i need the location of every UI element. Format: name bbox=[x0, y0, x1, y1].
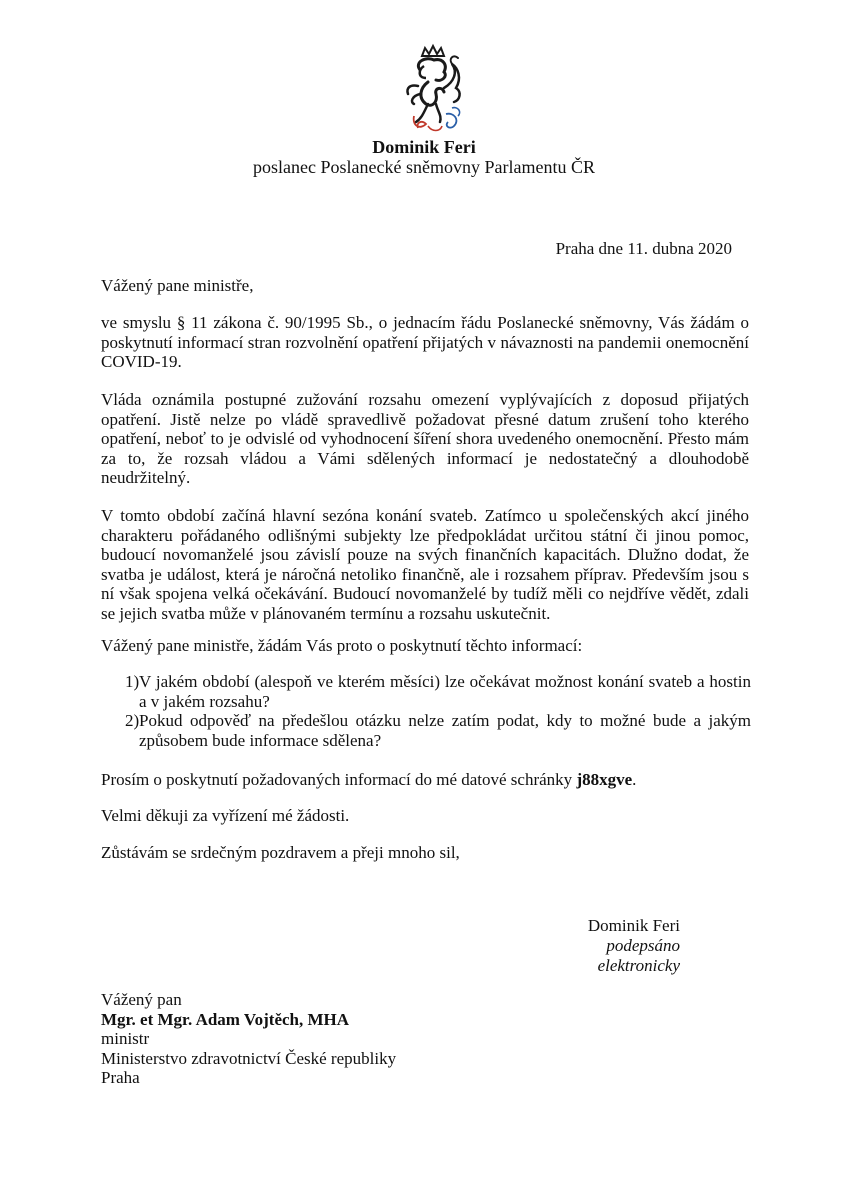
sender-role: poslanec Poslanecké sněmovny Parlamentu ČR bbox=[253, 157, 595, 177]
data-box-prefix: Prosím o poskytnutí požadovaných informací do mé datové schránky bbox=[101, 770, 577, 789]
question-item bbox=[101, 711, 751, 750]
addressee-ministry: Ministerstvo zdravotnictví České republiky bbox=[101, 1048, 397, 1068]
data-box-id: j88xgve bbox=[576, 770, 633, 789]
question-text: Pokud odpověď na předešlou otázku nelze zatím podat, kdy to možné bude a jakým způsobem bude informace sdělena? bbox=[139, 711, 751, 750]
paragraph-government-measures: Vláda oznámila postupné zužování rozsahu omezení vyplývajících z doposud přijatých opatření. Jistě nelze po vládě spravedlivě požadovat přesné datum zrušení toho kterého opatření, neboť to je odvislé od vyhodnocení šíření shora uvedeného onemocnění. Přesto mám za to, že rozsah vládou a Vámi sdělených informací je nedostatečný a dlouhodobě neudržitelný. bbox=[101, 390, 749, 487]
addressee-city: Praha bbox=[101, 1068, 140, 1087]
addressee-title: ministr bbox=[101, 1029, 150, 1048]
paragraph-wedding-season: V tomto období začíná hlavní sezóna konání svateb. Zatímco u společenských akcí jiného charakteru pořádaného odlišnými subjekty lze předpokládat určitou státní či jinou pomoc, budoucí novomanželé jsou závislí pouze na svých finančních kapacitách. Dlužno dodat, že svatba je událost, která je náročná netoliko finančně, ale i rozsahem příprav. Především jsou s ní však spojena velká očekávání. Budoucí novomanželé by tudíž měli co nejdříve vědět, zdali se jejich svatba může v plánovaném termínu a rozsahu uskutečnit. bbox=[101, 506, 749, 623]
addressee-greeting: Vážený pan bbox=[101, 990, 182, 1009]
letter-date: Praha dne 11. dubna 2020 bbox=[555, 239, 732, 258]
question-number: 2) bbox=[125, 711, 140, 730]
question-text: V jakém období (alespoň ve kterém měsíci) lze očekávat možnost konání svateb a hostin a v jakém rozsahu? bbox=[139, 672, 751, 711]
question-number: 1) bbox=[125, 672, 140, 691]
closing-line: Zůstávám se srdečným pozdravem a přeji mnoho sil, bbox=[101, 843, 460, 862]
data-box-request bbox=[101, 770, 636, 790]
question-list bbox=[101, 672, 751, 750]
addressee-name: Mgr. et Mgr. Adam Vojtěch, MHA bbox=[101, 1009, 350, 1029]
signature-name: Dominik Feri bbox=[587, 916, 680, 935]
request-intro: Vážený pane ministře, žádám Vás proto o poskytnutí těchto informací: bbox=[101, 636, 583, 655]
data-box-suffix: . bbox=[632, 770, 637, 789]
signature-note: podepsáno elektronicky bbox=[597, 936, 680, 975]
question-item bbox=[101, 672, 751, 711]
signature-block bbox=[540, 916, 680, 976]
addressee-block bbox=[101, 990, 396, 1088]
paragraph-request-basis: ve smyslu § 11 zákona č. 90/1995 Sb., o jednacím řádu Poslanecké sněmovny, Vás žádám o poskytnutí informací stran rozvolnění opatření přijatých v návaznosti na pandemii onemocnění COVID-19. bbox=[101, 313, 749, 371]
czech-lion-coat-of-arms-icon bbox=[388, 42, 488, 134]
sender-name: Dominik Feri bbox=[372, 137, 476, 157]
thanks-line: Velmi děkuji za vyřízení mé žádosti. bbox=[101, 806, 350, 825]
salutation: Vážený pane ministře, bbox=[101, 276, 254, 295]
